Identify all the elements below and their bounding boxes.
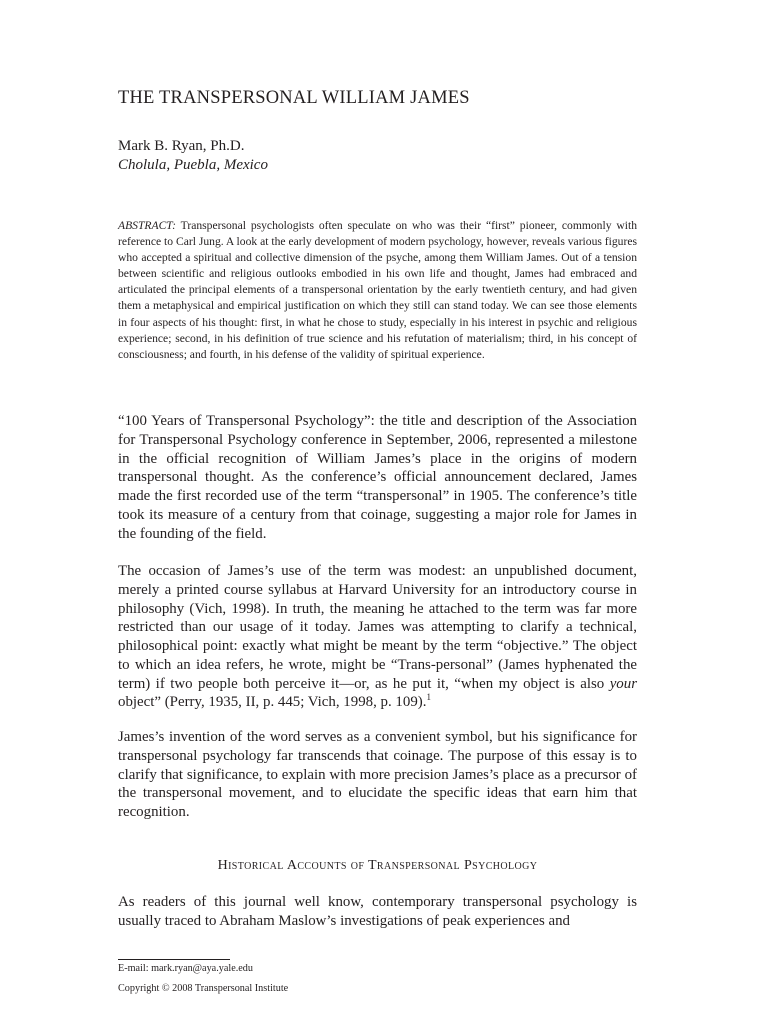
paragraph-4: As readers of this journal well know, contemporary transpersonal psychology is usually traced to Abraham Maslow’s investigations of peak experiences and: [118, 894, 637, 929]
abstract-label: ABSTRACT:: [118, 219, 176, 232]
paragraph-1: “100 Years of Transpersonal Psychology”: the title and description of the Association for Transpersonal Psychology conference in September, 2006, represented a milestone in the official recognition of William James’s place in the origins of modern transpersonal thought. As the conference’s official announcement declared, James made the first recorded use of the term “transpersonal” in 1905. The conference’s title took its measure of a century from that coinage, suggesting a major role for James in the founding of the field.: [118, 413, 637, 542]
paragraph-2-emphasis: your: [609, 675, 637, 692]
section-heading: Historical Accounts of Transpersonal Psychology: [217, 858, 538, 873]
author-block: [118, 137, 268, 175]
author-location: Cholula, Puebla, Mexico: [118, 157, 268, 173]
paragraph-2-text-end: object” (Perry, 1935, II, p. 445; Vich, 1998, p. 109).: [118, 694, 427, 711]
abstract-text: Transpersonal psychologists often speculate on who was their “first” pioneer, commonly with reference to Carl Jung. A look at the early development of modern psychology, however, reveals various figures who accepted a spiritual and collective dimension of the psyche, among them William James. Out of a tension between scientific and religious outlooks embodied in his own life and thought, James had embraced and articulated the principal elements of a transpersonal orientation by the early twentieth century, and had given them a metaphysical and empirical justification on which they still can stand today. We can see those elements in four aspects of his thought: first, in what he chose to study, especially in his interest in psychic and religious experience; second, in his definition of true science and his refutation of materialism; third, in his concept of consciousness; and fourth, in his defense of the validity of spiritual experience.: [118, 219, 637, 361]
journal-page: [118, 0, 638, 1024]
footnote-copyright: Copyright © 2008 Transpersonal Institute: [118, 983, 289, 994]
footnote-divider: [118, 959, 230, 960]
footnote-email: E-mail: mark.ryan@aya.yale.edu: [118, 963, 253, 974]
footnote-marker: 1: [426, 692, 431, 703]
abstract: [118, 218, 637, 363]
author-name: Mark B. Ryan, Ph.D.: [118, 138, 245, 154]
paragraph-2: [118, 562, 637, 712]
paragraph-3: James’s invention of the word serves as a convenient symbol, but his significance for transpersonal psychology far transcends that coinage. The purpose of this essay is to clarify that significance, to explain with more precision James’s place as a precursor of the transpersonal movement, and to elucidate the specific ideas that earn him that recognition.: [118, 729, 637, 820]
article-title: THE TRANSPERSONAL WILLIAM JAMES: [118, 88, 470, 108]
paragraph-2-text: The occasion of James’s use of the term was modest: an unpublished document, merely a printed course syllabus at Harvard University for an introductory course in philosophy (Vich, 1998). In truth, the meaning he attached to the term was far more restricted than our usage of it today. James was attempting to clarify a technical, philosophical point: exactly what might be meant by the term “objective.” The object to which an idea refers, he wrote, might be “Trans-personal” (James hyphenated the term) if two people both perceive it—or, as he put it, “when my object is also: [118, 563, 637, 692]
